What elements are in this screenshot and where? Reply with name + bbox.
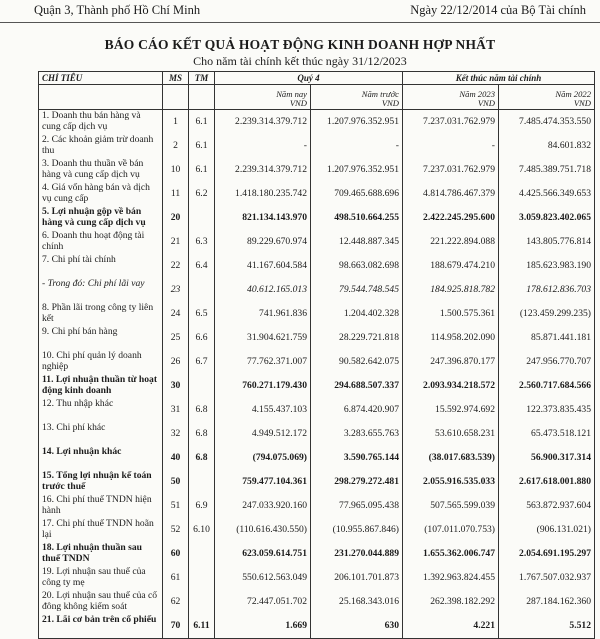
row-ms: 23: [163, 278, 189, 302]
row-nam-2022: 563.872.937.604: [499, 494, 595, 518]
row-label: 10. Chi phí quản lý doanh nghiệp: [39, 350, 163, 374]
row-quy4-nam-truoc: 25.168.343.016: [311, 590, 403, 614]
row-tm: 6.1: [189, 158, 215, 182]
row-nam-2022: 5.512: [499, 614, 595, 639]
row-nam-2022: 247.956.770.707: [499, 350, 595, 374]
row-tm: [189, 542, 215, 566]
row-nam-2023: 188.679.474.210: [403, 254, 499, 278]
row-nam-2022: 84.601.832: [499, 134, 595, 158]
row-quy4-nam-truoc: -: [311, 134, 403, 158]
row-label: 11. Lợi nhuận thuần từ hoạt động kinh doanh: [39, 374, 163, 398]
row-tm: 6.8: [189, 446, 215, 470]
row-label: 12. Thu nhập khác: [39, 398, 163, 422]
row-label: 13. Chi phí khác: [39, 422, 163, 446]
table-row: [39, 302, 595, 326]
row-ms: 50: [163, 470, 189, 494]
col-header-tm: TM: [189, 72, 215, 85]
row-ms: 22: [163, 254, 189, 278]
table-row: [39, 398, 595, 422]
row-label: 16. Chi phí thuế TNDN hiện hành: [39, 494, 163, 518]
row-nam-2023: (38.017.683.539): [403, 446, 499, 470]
row-quy4-nam-truoc: 709.465.688.696: [311, 182, 403, 206]
row-quy4-nam-nay: 2.239.314.379.712: [215, 110, 311, 135]
row-nam-2023: 184.925.818.782: [403, 278, 499, 302]
row-quy4-nam-nay: 247.033.920.160: [215, 494, 311, 518]
row-tm: [189, 278, 215, 302]
row-quy4-nam-truoc: 630: [311, 614, 403, 639]
row-quy4-nam-truoc: 28.229.721.818: [311, 326, 403, 350]
row-ms: 30: [163, 374, 189, 398]
row-label: 17. Chi phí thuế TNDN hoãn lại: [39, 518, 163, 542]
row-nam-2023: 53.610.658.231: [403, 422, 499, 446]
row-ms: 10: [163, 158, 189, 182]
row-ms: 62: [163, 590, 189, 614]
row-tm: 6.8: [189, 398, 215, 422]
col-header-ket-thuc: Kết thúc năm tài chính: [403, 72, 595, 85]
row-nam-2023: 114.958.202.090: [403, 326, 499, 350]
row-nam-2023: 507.565.599.039: [403, 494, 499, 518]
row-label: 7. Chi phí tài chính: [39, 254, 163, 278]
row-quy4-nam-truoc: 3.283.655.763: [311, 422, 403, 446]
row-nam-2023: 221.222.894.088: [403, 230, 499, 254]
row-quy4-nam-nay: -: [215, 134, 311, 158]
row-nam-2023: 7.237.031.762.979: [403, 158, 499, 182]
row-ms: 25: [163, 326, 189, 350]
table-row: [39, 614, 595, 639]
row-nam-2022: 2.054.691.195.297: [499, 542, 595, 566]
row-quy4-nam-nay: 41.167.604.584: [215, 254, 311, 278]
row-tm: 6.8: [189, 422, 215, 446]
table-row: [39, 158, 595, 182]
row-tm: [189, 566, 215, 590]
row-tm: 6.9: [189, 494, 215, 518]
row-nam-2022: 2.560.717.684.566: [499, 374, 595, 398]
row-nam-2022: 287.184.162.360: [499, 590, 595, 614]
row-quy4-nam-truoc: 90.582.642.075: [311, 350, 403, 374]
row-quy4-nam-nay: 1.669: [215, 614, 311, 639]
row-nam-2022: 185.623.983.190: [499, 254, 595, 278]
row-nam-2022: 2.617.618.001.880: [499, 470, 595, 494]
table-row: [39, 230, 595, 254]
row-ms: 11: [163, 182, 189, 206]
row-quy4-nam-truoc: 98.663.082.698: [311, 254, 403, 278]
row-quy4-nam-nay: 1.418.180.235.742: [215, 182, 311, 206]
row-ms: 61: [163, 566, 189, 590]
row-ms: 20: [163, 206, 189, 230]
row-nam-2023: 2.422.245.295.600: [403, 206, 499, 230]
row-quy4-nam-truoc: 79.544.748.545: [311, 278, 403, 302]
row-quy4-nam-nay: 741.961.836: [215, 302, 311, 326]
row-quy4-nam-nay: 821.134.143.970: [215, 206, 311, 230]
table-row: [39, 374, 595, 398]
subheader-nam-nay: Năm nay VND: [215, 85, 311, 110]
row-quy4-nam-nay: 4.155.437.103: [215, 398, 311, 422]
row-quy4-nam-truoc: 498.510.664.255: [311, 206, 403, 230]
row-nam-2023: -: [403, 134, 499, 158]
row-tm: 6.10: [189, 518, 215, 542]
row-quy4-nam-nay: 623.059.614.751: [215, 542, 311, 566]
table-subheader-row: [39, 85, 595, 110]
row-quy4-nam-nay: 550.612.563.049: [215, 566, 311, 590]
row-label: 14. Lợi nhuận khác: [39, 446, 163, 470]
row-nam-2023: 2.055.916.535.033: [403, 470, 499, 494]
subheader-nam-2022: Năm 2022 VND: [499, 85, 595, 110]
row-nam-2022: 4.425.566.349.653: [499, 182, 595, 206]
row-quy4-nam-nay: 31.904.621.759: [215, 326, 311, 350]
row-label: 8. Phần lãi trong công ty liên kết: [39, 302, 163, 326]
table-row: [39, 590, 595, 614]
row-tm: [189, 470, 215, 494]
row-tm: 6.6: [189, 326, 215, 350]
row-nam-2022: 56.900.317.314: [499, 446, 595, 470]
table-row: [39, 518, 595, 542]
row-ms: 32: [163, 422, 189, 446]
row-nam-2022: 3.059.823.402.065: [499, 206, 595, 230]
table-row: [39, 470, 595, 494]
table-row: [39, 206, 595, 230]
col-header-ms: MS: [163, 72, 189, 85]
row-label: - Trong đó: Chi phí lãi vay: [39, 278, 163, 302]
page-header: [0, 0, 600, 22]
row-quy4-nam-truoc: 1.204.402.328: [311, 302, 403, 326]
row-quy4-nam-truoc: (10.955.867.846): [311, 518, 403, 542]
row-tm: 6.3: [189, 230, 215, 254]
row-nam-2023: 247.396.870.177: [403, 350, 499, 374]
row-ms: 26: [163, 350, 189, 374]
row-nam-2023: 262.398.182.292: [403, 590, 499, 614]
row-label: 5. Lợi nhuận gộp về bán hàng và cung cấp dịch vụ: [39, 206, 163, 230]
header-rule: [0, 22, 600, 23]
row-quy4-nam-nay: 760.271.179.430: [215, 374, 311, 398]
row-ms: 24: [163, 302, 189, 326]
row-nam-2022: 178.612.836.703: [499, 278, 595, 302]
row-tm: 6.5: [189, 302, 215, 326]
row-quy4-nam-nay: 77.762.371.007: [215, 350, 311, 374]
row-ms: 40: [163, 446, 189, 470]
table-row: [39, 350, 595, 374]
row-nam-2023: 7.237.031.762.979: [403, 110, 499, 135]
subheader-nam-truoc: Năm trước VND: [311, 85, 403, 110]
row-label: 4. Giá vốn hàng bán và dịch vụ cung cấp: [39, 182, 163, 206]
table-row: [39, 182, 595, 206]
row-ms: 1: [163, 110, 189, 135]
row-label: 9. Chi phí bán hàng: [39, 326, 163, 350]
row-quy4-nam-truoc: 231.270.044.889: [311, 542, 403, 566]
report-subtitle: Cho năm tài chính kết thúc ngày 31/12/2023: [193, 54, 407, 68]
row-tm: 6.11: [189, 614, 215, 639]
income-statement-table: [38, 71, 595, 639]
row-ms: 52: [163, 518, 189, 542]
row-nam-2023: 1.655.362.006.747: [403, 542, 499, 566]
row-tm: 6.4: [189, 254, 215, 278]
row-label: 19. Lợi nhuận sau thuế của công ty mẹ: [39, 566, 163, 590]
row-ms: 31: [163, 398, 189, 422]
row-ms: 70: [163, 614, 189, 639]
row-ms: 60: [163, 542, 189, 566]
row-ms: 21: [163, 230, 189, 254]
row-label: 21. Lãi cơ bản trên cổ phiếu: [39, 614, 163, 639]
table-row: [39, 110, 595, 135]
row-nam-2022: 7.485.389.751.718: [499, 158, 595, 182]
row-tm: 6.1: [189, 110, 215, 135]
row-quy4-nam-truoc: 3.590.765.144: [311, 446, 403, 470]
row-tm: 6.1: [189, 134, 215, 158]
row-label: 6. Doanh thu hoạt động tài chính: [39, 230, 163, 254]
row-nam-2022: 122.373.835.435: [499, 398, 595, 422]
row-ms: 51: [163, 494, 189, 518]
row-quy4-nam-truoc: 6.874.420.907: [311, 398, 403, 422]
table-row: [39, 566, 595, 590]
row-tm: 6.7: [189, 350, 215, 374]
row-quy4-nam-truoc: 206.101.701.873: [311, 566, 403, 590]
row-quy4-nam-nay: 4.949.512.172: [215, 422, 311, 446]
row-quy4-nam-nay: 72.447.051.702: [215, 590, 311, 614]
row-nam-2023: 2.093.934.218.572: [403, 374, 499, 398]
row-nam-2022: 1.767.507.032.937: [499, 566, 595, 590]
row-quy4-nam-truoc: 298.279.272.481: [311, 470, 403, 494]
row-label: 2. Các khoản giảm trừ doanh thu: [39, 134, 163, 158]
row-nam-2023: 15.592.974.692: [403, 398, 499, 422]
row-nam-2022: 85.871.441.181: [499, 326, 595, 350]
row-quy4-nam-truoc: 12.448.887.345: [311, 230, 403, 254]
table-row: [39, 542, 595, 566]
subheader-nam-2023: Năm 2023 VND: [403, 85, 499, 110]
row-nam-2023: 1.392.963.824.455: [403, 566, 499, 590]
col-header-quy4: Quý 4: [215, 72, 403, 85]
table-row: [39, 326, 595, 350]
row-nam-2022: (906.131.021): [499, 518, 595, 542]
row-quy4-nam-nay: (110.616.430.550): [215, 518, 311, 542]
row-quy4-nam-truoc: 77.965.095.438: [311, 494, 403, 518]
row-label: 15. Tổng lợi nhuận kế toán trước thuế: [39, 470, 163, 494]
row-label: 3. Doanh thu thuần về bán hàng và cung cấp dịch vụ: [39, 158, 163, 182]
row-nam-2023: 1.500.575.361: [403, 302, 499, 326]
row-nam-2023: 4.814.786.467.379: [403, 182, 499, 206]
row-tm: [189, 374, 215, 398]
row-nam-2022: 65.473.518.121: [499, 422, 595, 446]
row-nam-2023: 4.221: [403, 614, 499, 639]
row-quy4-nam-truoc: 1.207.976.352.951: [311, 110, 403, 135]
header-date: Ngày 22/12/2014 của Bộ Tài chính: [410, 3, 586, 17]
row-tm: [189, 590, 215, 614]
row-nam-2023: (107.011.070.753): [403, 518, 499, 542]
col-header-chi-tieu: CHỈ TIÊU: [39, 72, 163, 85]
row-quy4-nam-nay: 759.477.104.361: [215, 470, 311, 494]
row-quy4-nam-truoc: 1.207.976.352.951: [311, 158, 403, 182]
row-tm: 6.2: [189, 182, 215, 206]
row-quy4-nam-nay: 40.612.165.013: [215, 278, 311, 302]
row-nam-2022: 143.805.776.814: [499, 230, 595, 254]
row-quy4-nam-nay: (794.075.069): [215, 446, 311, 470]
row-label: 20. Lợi nhuận sau thuế của cổ đông không kiểm soát: [39, 590, 163, 614]
row-label: 18. Lợi nhuận thuần sau thuế TNDN: [39, 542, 163, 566]
row-tm: [189, 206, 215, 230]
table-row: [39, 278, 595, 302]
table-row: [39, 494, 595, 518]
table-row: [39, 254, 595, 278]
table-row: [39, 134, 595, 158]
row-ms: 2: [163, 134, 189, 158]
header-address: Quận 3, Thành phố Hồ Chí Minh: [34, 3, 201, 17]
row-quy4-nam-truoc: 294.688.507.337: [311, 374, 403, 398]
row-quy4-nam-nay: 2.239.314.379.712: [215, 158, 311, 182]
row-nam-2022: 7.485.474.353.550: [499, 110, 595, 135]
table-header-row: [39, 72, 595, 85]
report-title: BÁO CÁO KẾT QUẢ HOẠT ĐỘNG KINH DOANH HỢP NHẤT: [104, 37, 496, 52]
table-row: [39, 422, 595, 446]
row-label: 1. Doanh thu bán hàng và cung cấp dịch vụ: [39, 110, 163, 135]
table-row: [39, 446, 595, 470]
row-quy4-nam-nay: 89.229.670.974: [215, 230, 311, 254]
row-nam-2022: (123.459.299.235): [499, 302, 595, 326]
